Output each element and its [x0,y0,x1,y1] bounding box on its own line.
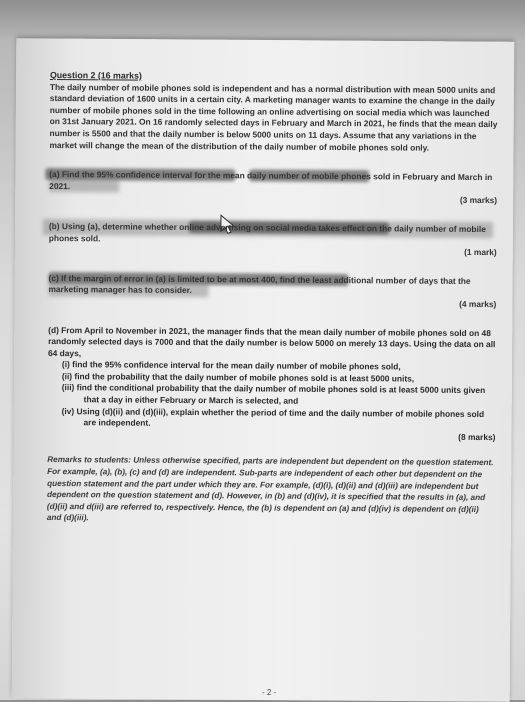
part-b-marks: (1 mark) [464,247,497,258]
part-d-item-ii: (ii) find the probability that the daily number of mobile phones sold is at least 5000 units, [61,370,415,384]
part-a-marks: (3 marks) [459,195,498,206]
question-intro: The daily number of mobile phones sold is independent and has a normal distribution with mean 5000 units and standard deviation of 1600 units in a certain city. A marketing manager wants to examine the change in the daily number of mobile phones sold in the time following an online advertising on social media which was launched on 31st January 2021. On 16 randomly selected days in February and March in 2021, he finds that the mean daily number is 5500 and that the daily number is below 5000 units on 11 days. Assume that any variations in the market will change the mean of the distribution of the daily number of mobile phones sold only. [49,81,498,153]
part-a-text: (a) Find the 95% confidence interval for the mean daily number of mobile phones sold in February and March in 2021. [49,169,493,191]
part-b [49,221,497,259]
part-d-text: (d) From April to November in 2021, the manager finds that the mean daily number of mobile phones sold on 48 randomly selected days is 7000 and that the daily number is below 5000 on merely 13 days. Using the data on all 64 days, [47,324,496,358]
part-d [47,324,496,443]
part-c-text: (c) If the margin of error in (a) is limited to be at most 400, find the least additional number of days that the marketing manager has to consider. [48,272,471,296]
remarks: Remarks to students: Unless otherwise specified, parts are independent but dependent on the question statement. For example, (a), (b), (c) and (d) are independent. Sub-parts are independent of each other but dependent on the question statement and the part under which they are. For example, (d)(i), (d)(ii) and (d)(iii) are independent but dependent on the question statement and (d). However, in (b) and (d)(iv), it is specified that the results in (a), and (d)(ii) and d(iii) are referred to, respectively. Hence, the (b) is dependent on (a) and (d)(iv) is dependent on (d)(ii) and (d)(iii). [46,455,494,523]
page-number: - 2 - [262,688,277,697]
part-c-marks: (4 marks) [459,298,497,310]
part-b-text: (b) Using (a), determine whether online advertising on social media takes effect on the daily number of mobile phones sold. [48,220,486,243]
part-c [48,273,496,311]
question-title: Question 2 (16 marks) [49,70,142,81]
part-d-item-i: (i) find the 95% confidence interval for the mean daily number of mobile phones sold, [61,359,401,372]
part-d-marks: (8 marks) [458,431,496,442]
part-a [49,169,497,207]
part-d-item-iii: (iii) find the conditional probability that the daily number of mobile phones sold is at least 5000 units given that a day in either February or March is selected, and [61,382,486,406]
question-content [47,70,498,535]
part-d-item-iv: (iv) Using (d)(ii) and (d)(iii), explain whether the period of time and the daily number of mobile phones sold are independent. [61,405,485,428]
